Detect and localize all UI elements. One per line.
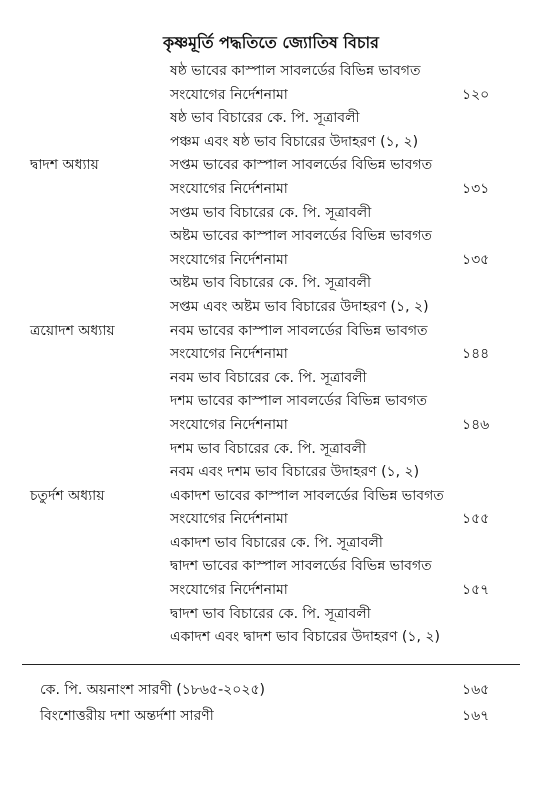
toc-entry bbox=[0, 461, 542, 485]
toc-entry bbox=[0, 367, 542, 391]
entry-title: বিংশোত্তরীয় দশা অন্তর্দশা সারণী bbox=[40, 708, 214, 724]
toc-entry bbox=[0, 272, 542, 296]
toc-entry bbox=[0, 603, 542, 627]
entry-title: সংযোগের নির্দেশনামা bbox=[170, 582, 288, 599]
entry-page-number: ১৫৭ bbox=[462, 582, 490, 599]
chapter-label: চতুর্দশ অধ্যায় bbox=[30, 487, 105, 504]
entry-title: সংযোগের নির্দেশনামা bbox=[170, 86, 288, 103]
toc-entry bbox=[0, 343, 542, 367]
toc-entry bbox=[0, 60, 542, 84]
toc-entry bbox=[0, 555, 542, 579]
toc-entry bbox=[0, 485, 542, 509]
entry-title: সংযোগের নির্দেশনামা bbox=[170, 251, 288, 268]
entry-page-number: ১৩৫ bbox=[462, 251, 490, 268]
entry-title: নবম ভাব বিচারের কে. পি. সূত্রাবলী bbox=[170, 369, 367, 386]
chapter-label: ত্রয়োদশ অধ্যায় bbox=[30, 322, 115, 339]
toc-entry bbox=[0, 508, 542, 532]
toc-entry bbox=[0, 390, 542, 414]
entry-title: দশম ভাব বিচারের কে. পি. সূত্রাবলী bbox=[170, 440, 367, 457]
toc-entry bbox=[0, 296, 542, 320]
toc-entry bbox=[0, 249, 542, 273]
entry-title: অষ্টম ভাব বিচারের কে. পি. সূত্রাবলী bbox=[170, 275, 371, 292]
entry-title: সংযোগের নির্দেশনামা bbox=[170, 416, 288, 433]
entry-title: নবম এবং দশম ভাব বিচারের উদাহরণ (১, ২) bbox=[170, 464, 420, 481]
toc-entry bbox=[0, 107, 542, 131]
entry-title: একাদশ ভাব বিচারের কে. পি. সূত্রাবলী bbox=[170, 534, 383, 551]
entry-page-number: ১৪৪ bbox=[462, 346, 490, 363]
running-header: কৃষ্ণমূর্তি পদ্ধতিতে জ্যোতিষ বিচার bbox=[163, 33, 379, 52]
toc-entry bbox=[0, 84, 542, 108]
entry-title: দ্বাদশ ভাবের কাস্পাল সাবলর্ডের বিভিন্ন ভাবগত bbox=[170, 558, 432, 575]
toc-entry bbox=[0, 579, 542, 603]
entry-title: সংযোগের নির্দেশনামা bbox=[170, 346, 288, 363]
entry-title: নবম ভাবের কাস্পাল সাবলর্ডের বিভিন্ন ভাবগত bbox=[170, 322, 428, 339]
entry-title: পঞ্চম এবং ষষ্ঠ ভাব বিচারের উদাহরণ (১, ২) bbox=[170, 133, 419, 150]
entry-title: সপ্তম ভাবের কাস্পাল সাবলর্ডের বিভিন্ন ভাবগত bbox=[170, 157, 433, 174]
toc-entry bbox=[0, 202, 542, 226]
entry-page-number: ১২০ bbox=[462, 86, 490, 103]
entry-title: সপ্তম ভাব বিচারের কে. পি. সূত্রাবলী bbox=[170, 204, 372, 221]
entry-page-number: ১৬৫ bbox=[462, 682, 490, 698]
entry-title: দ্বাদশ ভাব বিচারের কে. পি. সূত্রাবলী bbox=[170, 605, 371, 622]
entry-title: দশম ভাবের কাস্পাল সাবলর্ডের বিভিন্ন ভাবগত bbox=[170, 393, 428, 410]
entry-title: কে. পি. অয়নাংশ সারণী (১৮৬৫-২০২৫) bbox=[40, 682, 265, 698]
entry-page-number: ১৩১ bbox=[462, 180, 490, 197]
toc-entry bbox=[0, 154, 542, 178]
section-divider bbox=[22, 664, 520, 665]
toc-entry bbox=[0, 438, 542, 462]
toc-entry bbox=[0, 131, 542, 155]
entry-title: একাদশ ভাবের কাস্পাল সাবলর্ডের বিভিন্ন ভাবগত bbox=[170, 487, 444, 504]
toc-entry bbox=[0, 320, 542, 344]
toc-entry bbox=[0, 225, 542, 249]
entry-title: সপ্তম এবং অষ্টম ভাব বিচারের উদাহরণ (১, ২) bbox=[170, 298, 429, 315]
table-of-contents bbox=[0, 60, 542, 650]
entry-page-number: ১৬৭ bbox=[462, 708, 490, 724]
toc-entry bbox=[0, 626, 542, 650]
entry-title: ষষ্ঠ ভাবের কাস্পাল সাবলর্ডের বিভিন্ন ভাবগত bbox=[170, 63, 421, 79]
entry-title: অষ্টম ভাবের কাস্পাল সাবলর্ডের বিভিন্ন ভাবগত bbox=[170, 228, 432, 245]
toc-entry bbox=[0, 414, 542, 438]
entry-title: সংযোগের নির্দেশনামা bbox=[170, 511, 288, 528]
entry-title: সংযোগের নির্দেশনামা bbox=[170, 180, 288, 197]
entry-title: ষষ্ঠ ভাব বিচারের কে. পি. সূত্রাবলী bbox=[170, 110, 360, 127]
entry-page-number: ১৫৫ bbox=[462, 511, 490, 528]
toc-entry bbox=[0, 178, 542, 202]
entry-page-number: ১৪৬ bbox=[462, 416, 490, 433]
toc-entry bbox=[0, 532, 542, 556]
chapter-label: দ্বাদশ অধ্যায় bbox=[30, 157, 99, 174]
entry-title: একাদশ এবং দ্বাদশ ভাব বিচারের উদাহরণ (১, ২) bbox=[170, 629, 440, 646]
